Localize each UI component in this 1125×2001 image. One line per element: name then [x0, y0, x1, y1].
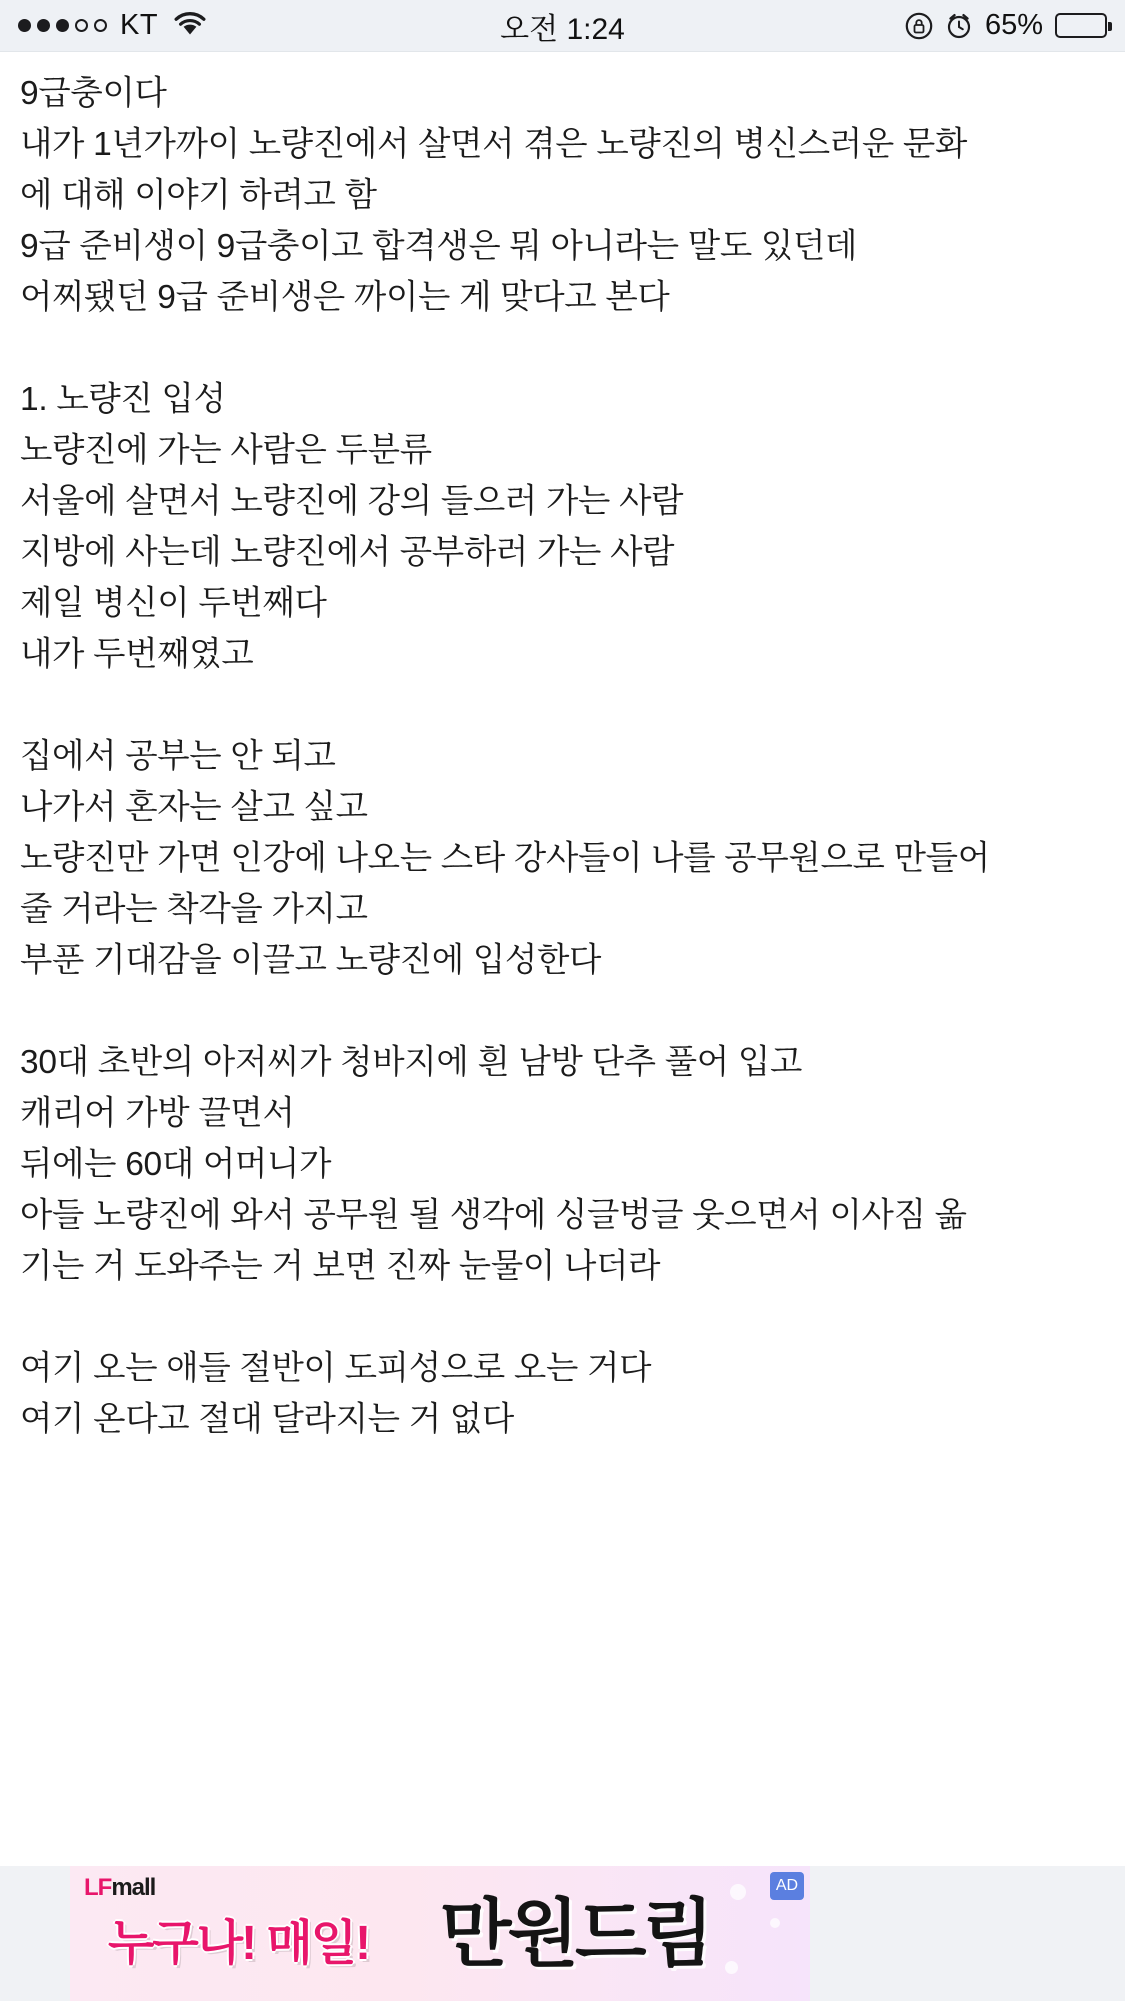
article-line: 나가서 혼자는 살고 싶고	[20, 789, 368, 826]
rotation-lock-icon	[905, 12, 933, 40]
article-blank-line	[20, 680, 1105, 731]
article-line: 내가 1년가까이 노량진에서 살면서 겪은 노량진의 병신스러운 문화	[20, 126, 968, 163]
article-line: 뒤에는 60대 어머니가	[20, 1146, 332, 1183]
article-line: 30대 초반의 아저씨가 청바지에 흰 남방 단추 풀어 입고	[20, 1044, 803, 1081]
signal-dot	[75, 19, 88, 32]
article-line: 노량진만 가면 인강에 나오는 스타 강사들이 나를 공무원으로 만들어	[20, 840, 990, 877]
ad-banner[interactable]	[70, 1866, 810, 2001]
status-bar-right	[905, 9, 1107, 42]
article-line: 노량진에 가는 사람은 두분류	[20, 432, 432, 469]
article-line: 아들 노량진에 와서 공무원 될 생각에 싱글벙글 웃으면서 이사짐 옮	[20, 1197, 967, 1234]
status-bar	[0, 0, 1125, 52]
article-line: 지방에 사는데 노량진에서 공부하러 가는 사람	[20, 534, 675, 571]
article-line: 여기 온다고 절대 달라지는 거 없다	[20, 1401, 514, 1438]
article-line: 여기 오는 애들 절반이 도피성으로 오는 거다	[20, 1350, 652, 1387]
article-line: 제일 병신이 두번째다	[20, 585, 327, 622]
clock-label: 오전 1:24	[500, 12, 625, 46]
ad-sparkle-icon	[730, 1884, 746, 1900]
battery-icon	[1055, 13, 1107, 38]
ad-sparkle-icon	[725, 1961, 738, 1974]
article-line: 에 대해 이야기 하려고 함	[20, 177, 377, 214]
article-blank-line	[20, 323, 1105, 374]
ad-container	[0, 1866, 1125, 2001]
article-line: 1. 노량진 입성	[20, 381, 226, 418]
signal-dot	[94, 19, 107, 32]
battery-percent-label: 65%	[984, 9, 1043, 41]
article-body[interactable]	[0, 52, 1125, 1542]
article-line: 어찌됐던 9급 준비생은 까이는 게 맞다고 본다	[20, 279, 670, 316]
article-line: 9급 준비생이 9급충이고 합격생은 뭐 아니라는 말도 있던데	[20, 228, 858, 265]
carrier-label: KT	[120, 9, 159, 41]
signal-dot	[18, 19, 31, 32]
article-line: 내가 두번째였고	[20, 636, 254, 673]
article-line: 부푼 기대감을 이끌고 노량진에 입성한다	[20, 942, 602, 979]
article-blank-line	[20, 986, 1105, 1037]
signal-dot	[56, 19, 69, 32]
wifi-icon	[173, 10, 207, 41]
ad-brand-prefix: LF	[84, 1874, 112, 1901]
article-blank-line	[20, 1292, 1105, 1343]
article-text-block	[20, 68, 1105, 1445]
signal-dot	[37, 19, 50, 32]
article-line: 집에서 공부는 안 되고	[20, 738, 336, 775]
article-line: 캐리어 가방 끌면서	[20, 1095, 295, 1132]
article-line: 줄 거라는 착각을 가지고	[20, 891, 368, 928]
alarm-clock-icon	[945, 12, 973, 40]
ad-headline-2: 만원드림	[440, 1892, 710, 1975]
ad-sparkle-icon	[770, 1918, 780, 1928]
article-line: 기는 거 도와주는 거 보면 진짜 눈물이 나더라	[20, 1248, 661, 1285]
ad-brand-logo	[84, 1874, 155, 1902]
article-line: 서울에 살면서 노량진에 강의 들으러 가는 사람	[20, 483, 684, 520]
ad-headline-1: 누구나! 매일!	[108, 1917, 370, 1970]
status-bar-left	[18, 9, 207, 42]
ad-badge[interactable]: AD	[770, 1872, 804, 1900]
ad-brand-suffix: mall	[111, 1874, 156, 1901]
article-line: 9급충이다	[20, 75, 167, 112]
signal-strength-icon	[18, 19, 107, 32]
